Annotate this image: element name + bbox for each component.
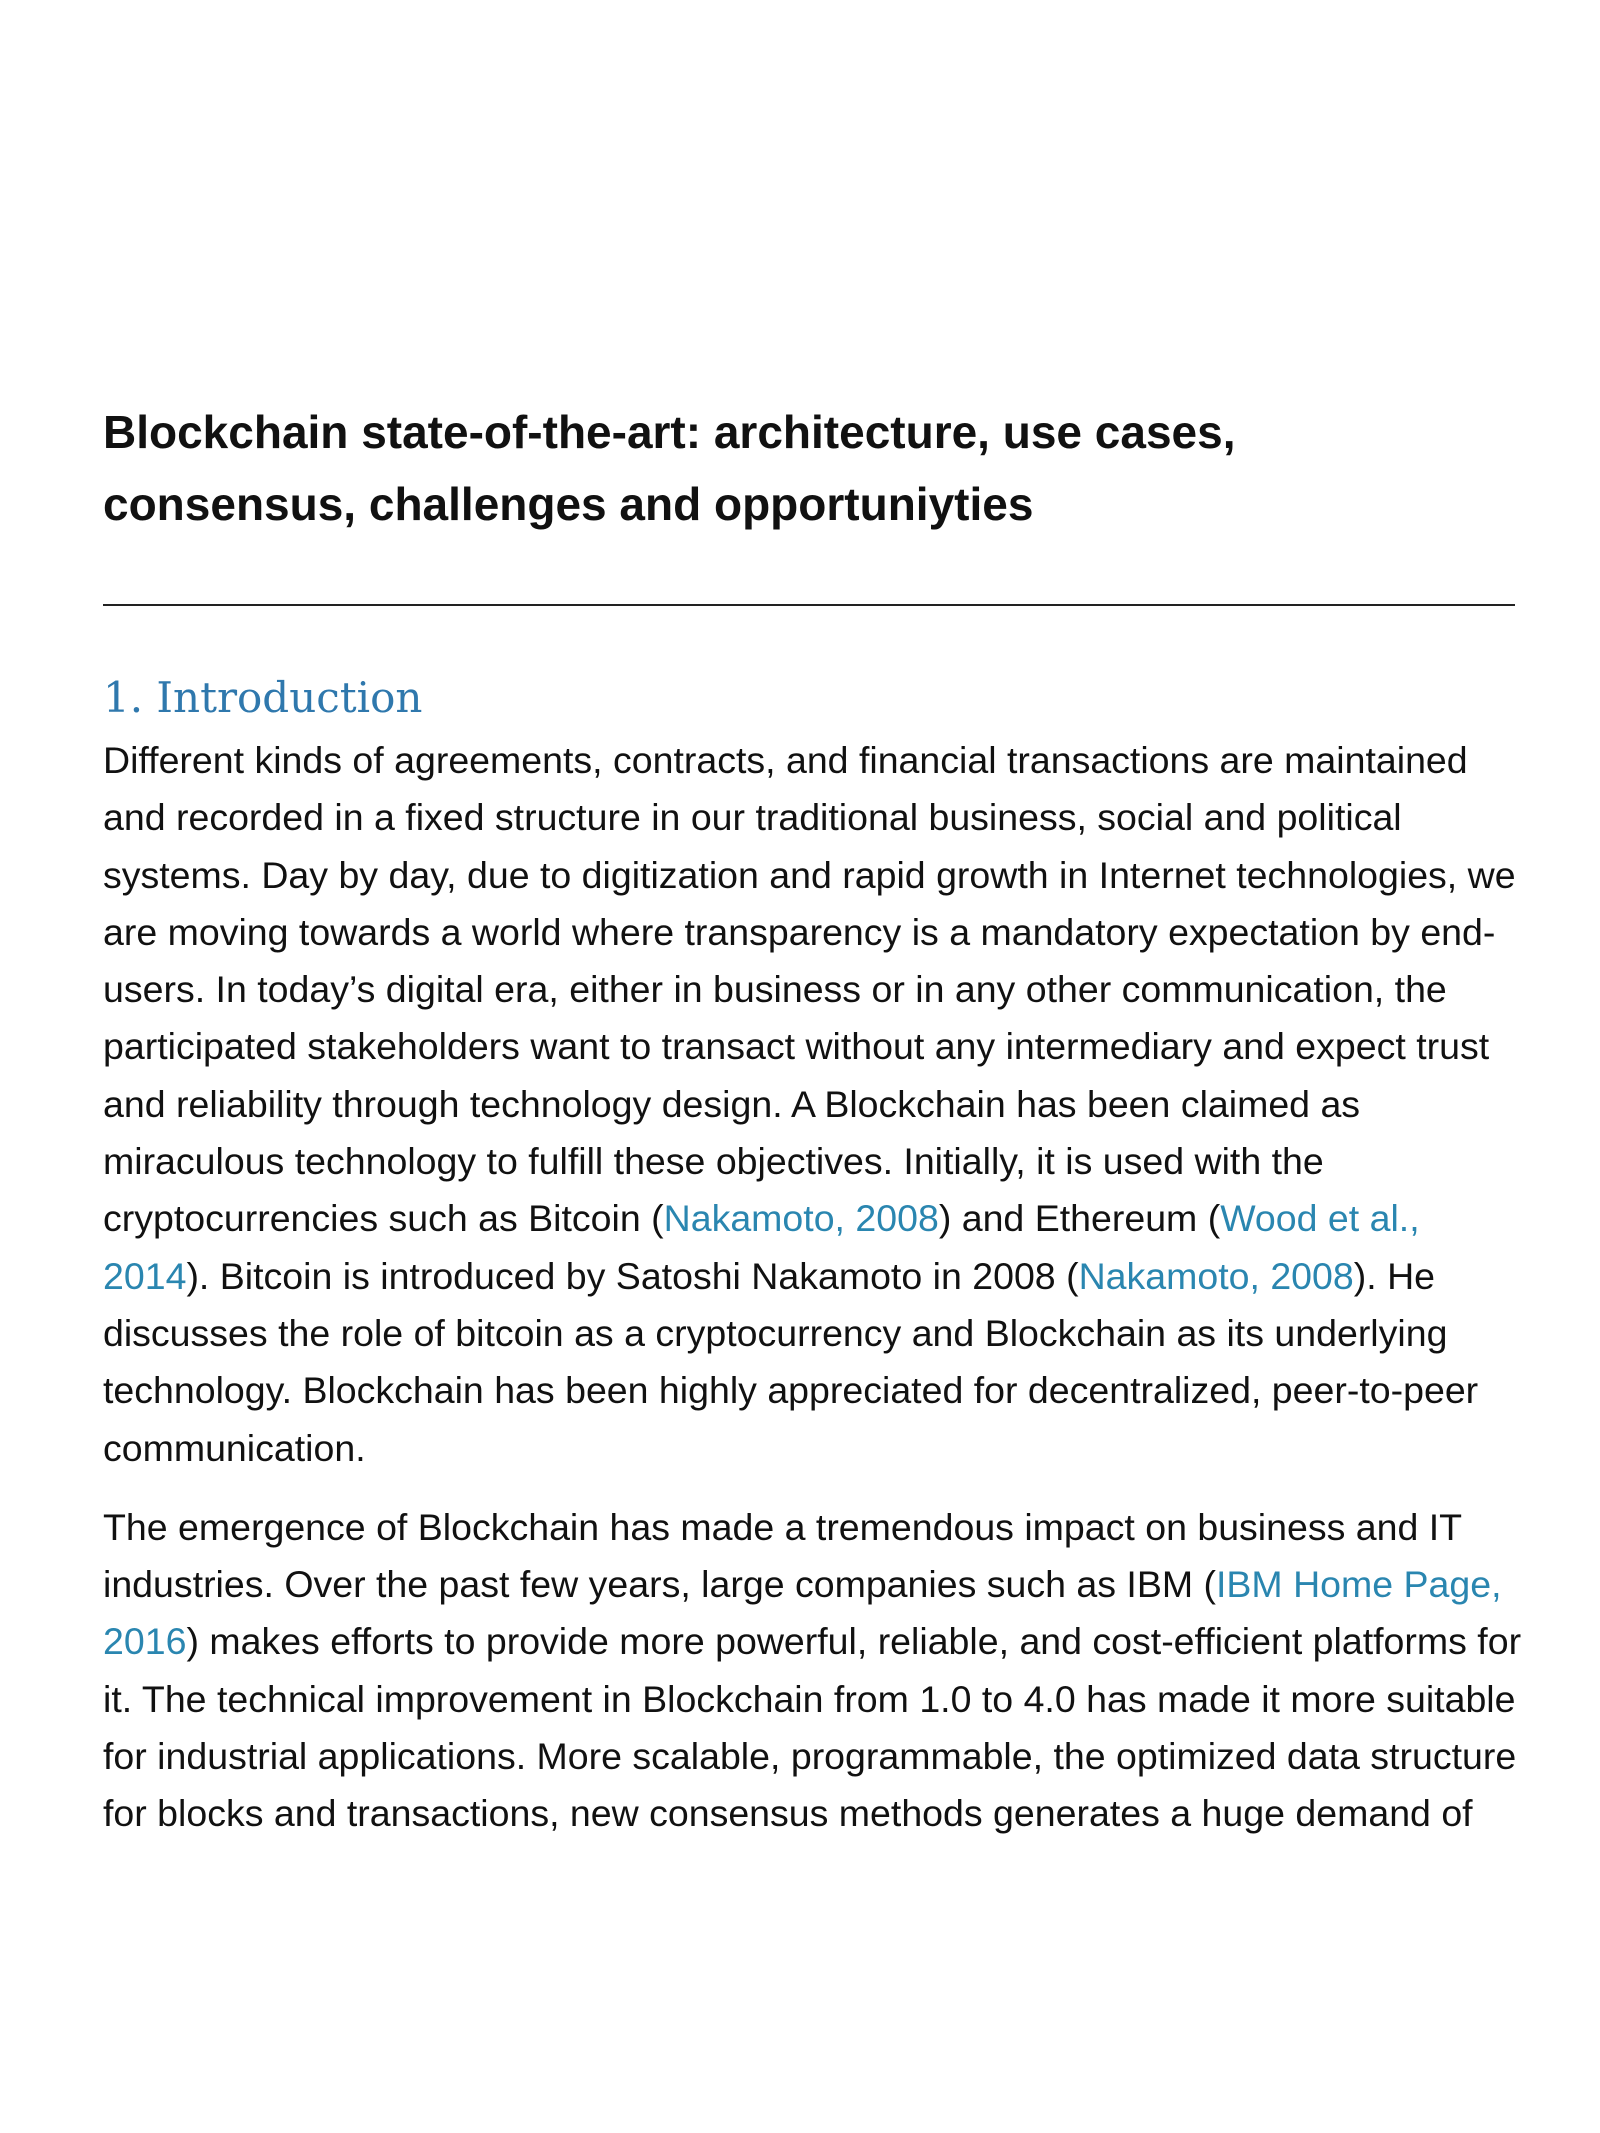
paragraph-text: ) and Ethereum (: [938, 1197, 1221, 1240]
body-paragraph-2: [103, 1499, 1523, 1843]
section-heading-introduction: 1. Introduction: [103, 673, 423, 722]
paragraph-text: ) makes efforts to provide more powerful, reliable, and cost-efficient platforms for it. The technical improvement in Blockchain from 1.0 to 4.0 has made it more suitable for industrial applications. More scalable, programmable, the optimized data structure for blocks and transactions, new consensus methods generates a huge demand of: [103, 1620, 1522, 1835]
paragraph-text: ). Bitcoin is introduced by Satoshi Nakamoto in 2008 (: [186, 1254, 1079, 1297]
paper-page: [103, 396, 1523, 1843]
paragraph-text: Different kinds of agreements, contracts, and financial transactions are maintained and recorded in a fixed structure in our traditional business, social and political systems. Day by day, due to digitization and rapid growth in Internet technologies, we are moving towards a world where transparency is a mandatory expectation by end-users. In today’s digital era, either in business or in any other communication, the participated stakeholders want to transact without any intermediary and expect trust and reliability through technology design. A Blockchain has been claimed as miraculous technology to fulfill these objectives. Initially, it is used with the cryptocurrencies such as Bitcoin (: [103, 739, 1516, 1240]
citation-link-wood-2014[interactable]: Wood et al., 2014: [103, 1197, 1420, 1297]
paper-title: [103, 396, 1523, 540]
citation-link-nakamoto-2008[interactable]: Nakamoto, 2008: [663, 1197, 939, 1240]
paragraph-text: The emergence of Blockchain has made a tremendous impact on business and IT industries. Over the past few years, large companies such as IBM (: [103, 1505, 1462, 1606]
citation-link-ibm-2016[interactable]: IBM Home Page, 2016: [103, 1563, 1502, 1663]
citation-link-nakamoto-2008[interactable]: Nakamoto, 2008: [1078, 1254, 1354, 1297]
title-divider: [103, 604, 1515, 606]
paragraph-text: ). He discusses the role of bitcoin as a cryptocurrency and Blockchain as its underlying technology. Blockchain has been highly appreciated for decentralized, peer-to-peer communication.: [103, 1254, 1479, 1469]
body-paragraph-1: [103, 732, 1523, 1477]
paper-title-line-2: consensus, challenges and opportuniyties: [103, 478, 1034, 530]
paper-title-line-1: Blockchain state-of-the-art: architecture, use cases,: [103, 406, 1236, 458]
